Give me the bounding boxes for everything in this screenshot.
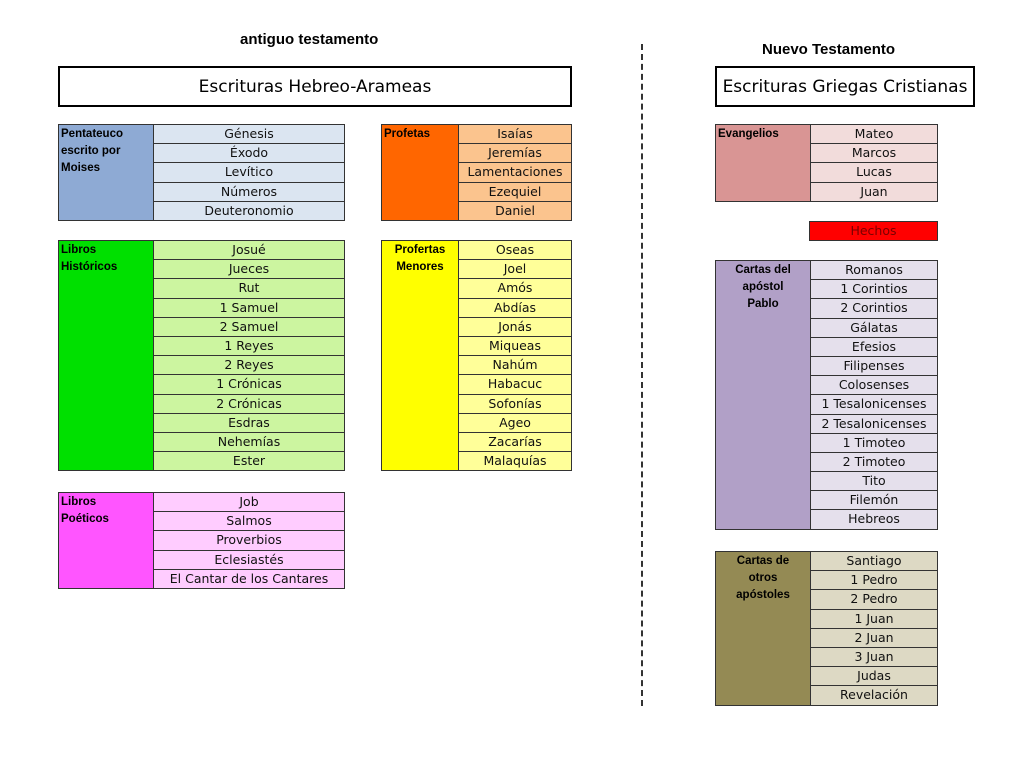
group-label: Pentateuco escrito por Moises xyxy=(58,124,154,221)
group-label: Libros Históricos xyxy=(58,240,154,471)
book-item: 1 Crónicas xyxy=(154,375,344,394)
book-item: Oseas xyxy=(459,241,571,260)
book-item: Job xyxy=(154,493,344,512)
group-cartas-pablo xyxy=(715,260,938,530)
book-item: Proverbios xyxy=(154,531,344,550)
book-item: Rut xyxy=(154,279,344,298)
book-item: Jeremías xyxy=(459,144,571,163)
book-item: 2 Samuel xyxy=(154,318,344,337)
group-evangelios xyxy=(715,124,938,202)
book-item: Eclesiastés xyxy=(154,551,344,570)
book-item: 1 Pedro xyxy=(811,571,937,590)
new-testament-heading: Nuevo Testamento xyxy=(762,41,896,58)
group-libros-poeticos xyxy=(58,492,345,589)
group-profetas xyxy=(381,124,572,221)
book-list xyxy=(810,260,938,530)
book-item: Hebreos xyxy=(811,510,937,529)
book-item: Jueces xyxy=(154,260,344,279)
group-profetas-menores xyxy=(381,240,572,471)
book-item: Nahúm xyxy=(459,356,571,375)
book-item: 2 Corintios xyxy=(811,299,937,318)
group-pentateuco xyxy=(58,124,345,221)
book-item: Malaquías xyxy=(459,452,571,471)
book-item: Gálatas xyxy=(811,319,937,338)
book-list xyxy=(153,124,345,221)
book-item: 1 Tesalonicenses xyxy=(811,395,937,414)
book-item: Habacuc xyxy=(459,375,571,394)
book-item: 2 Pedro xyxy=(811,590,937,609)
book-item: 2 Reyes xyxy=(154,356,344,375)
book-item: 1 Corintios xyxy=(811,280,937,299)
group-label: Cartas del apóstol Pablo xyxy=(715,260,811,530)
group-label: Libros Poéticos xyxy=(58,492,154,589)
book-item: Ester xyxy=(154,452,344,471)
book-item: Lamentaciones xyxy=(459,163,571,182)
hechos-label: Hechos xyxy=(850,223,897,238)
book-item: Colosenses xyxy=(811,376,937,395)
book-item: Jonás xyxy=(459,318,571,337)
book-item: 2 Juan xyxy=(811,629,937,648)
book-item: Nehemías xyxy=(154,433,344,452)
book-item: Sofonías xyxy=(459,395,571,414)
old-testament-heading: antiguo testamento xyxy=(240,31,379,48)
old-testament-title: Escrituras Hebreo-Arameas xyxy=(198,76,432,97)
book-item: Miqueas xyxy=(459,337,571,356)
book-item: Amós xyxy=(459,279,571,298)
book-item: Marcos xyxy=(811,144,937,163)
new-testament-title-box xyxy=(715,66,975,107)
book-item: Números xyxy=(154,183,344,202)
book-item: Mateo xyxy=(811,125,937,144)
group-label: Evangelios xyxy=(715,124,811,202)
group-label: Cartas de otros apóstoles xyxy=(715,551,811,706)
book-list xyxy=(810,551,938,706)
book-item: Levítico xyxy=(154,163,344,182)
new-testament-title: Escrituras Griegas Cristianas xyxy=(722,76,968,97)
book-item: Joel xyxy=(459,260,571,279)
book-list xyxy=(153,240,345,471)
book-item: Filipenses xyxy=(811,357,937,376)
book-item: Isaías xyxy=(459,125,571,144)
book-item: 3 Juan xyxy=(811,648,937,667)
book-list xyxy=(458,124,572,221)
book-item: Lucas xyxy=(811,163,937,182)
book-item: Abdías xyxy=(459,299,571,318)
book-item: Judas xyxy=(811,667,937,686)
book-item: 1 Juan xyxy=(811,610,937,629)
book-item: Filemón xyxy=(811,491,937,510)
book-item: Deuteronomio xyxy=(154,202,344,221)
book-item: El Cantar de los Cantares xyxy=(154,570,344,589)
book-item: Salmos xyxy=(154,512,344,531)
group-label: Profetas xyxy=(381,124,459,221)
book-item: Daniel xyxy=(459,202,571,221)
book-item: Éxodo xyxy=(154,144,344,163)
book-list xyxy=(153,492,345,589)
book-item: Esdras xyxy=(154,414,344,433)
book-item: Juan xyxy=(811,183,937,202)
book-item: Ageo xyxy=(459,414,571,433)
old-testament-title-box xyxy=(58,66,572,107)
book-item: Tito xyxy=(811,472,937,491)
book-item: 2 Tesalonicenses xyxy=(811,415,937,434)
book-item: Romanos xyxy=(811,261,937,280)
book-item: 2 Timoteo xyxy=(811,453,937,472)
book-list xyxy=(810,124,938,202)
testament-divider xyxy=(641,44,643,706)
book-item: Zacarías xyxy=(459,433,571,452)
group-cartas-otros-apostoles xyxy=(715,551,938,706)
book-item: Ezequiel xyxy=(459,183,571,202)
book-item: Revelación xyxy=(811,686,937,705)
hechos-box xyxy=(809,221,938,241)
book-list xyxy=(458,240,572,471)
book-item: Génesis xyxy=(154,125,344,144)
book-item: 1 Samuel xyxy=(154,299,344,318)
book-item: Efesios xyxy=(811,338,937,357)
book-item: 2 Crónicas xyxy=(154,395,344,414)
book-item: Josué xyxy=(154,241,344,260)
book-item: 1 Timoteo xyxy=(811,434,937,453)
group-label: Profertas Menores xyxy=(381,240,459,471)
book-item: 1 Reyes xyxy=(154,337,344,356)
book-item: Santiago xyxy=(811,552,937,571)
group-libros-historicos xyxy=(58,240,345,471)
